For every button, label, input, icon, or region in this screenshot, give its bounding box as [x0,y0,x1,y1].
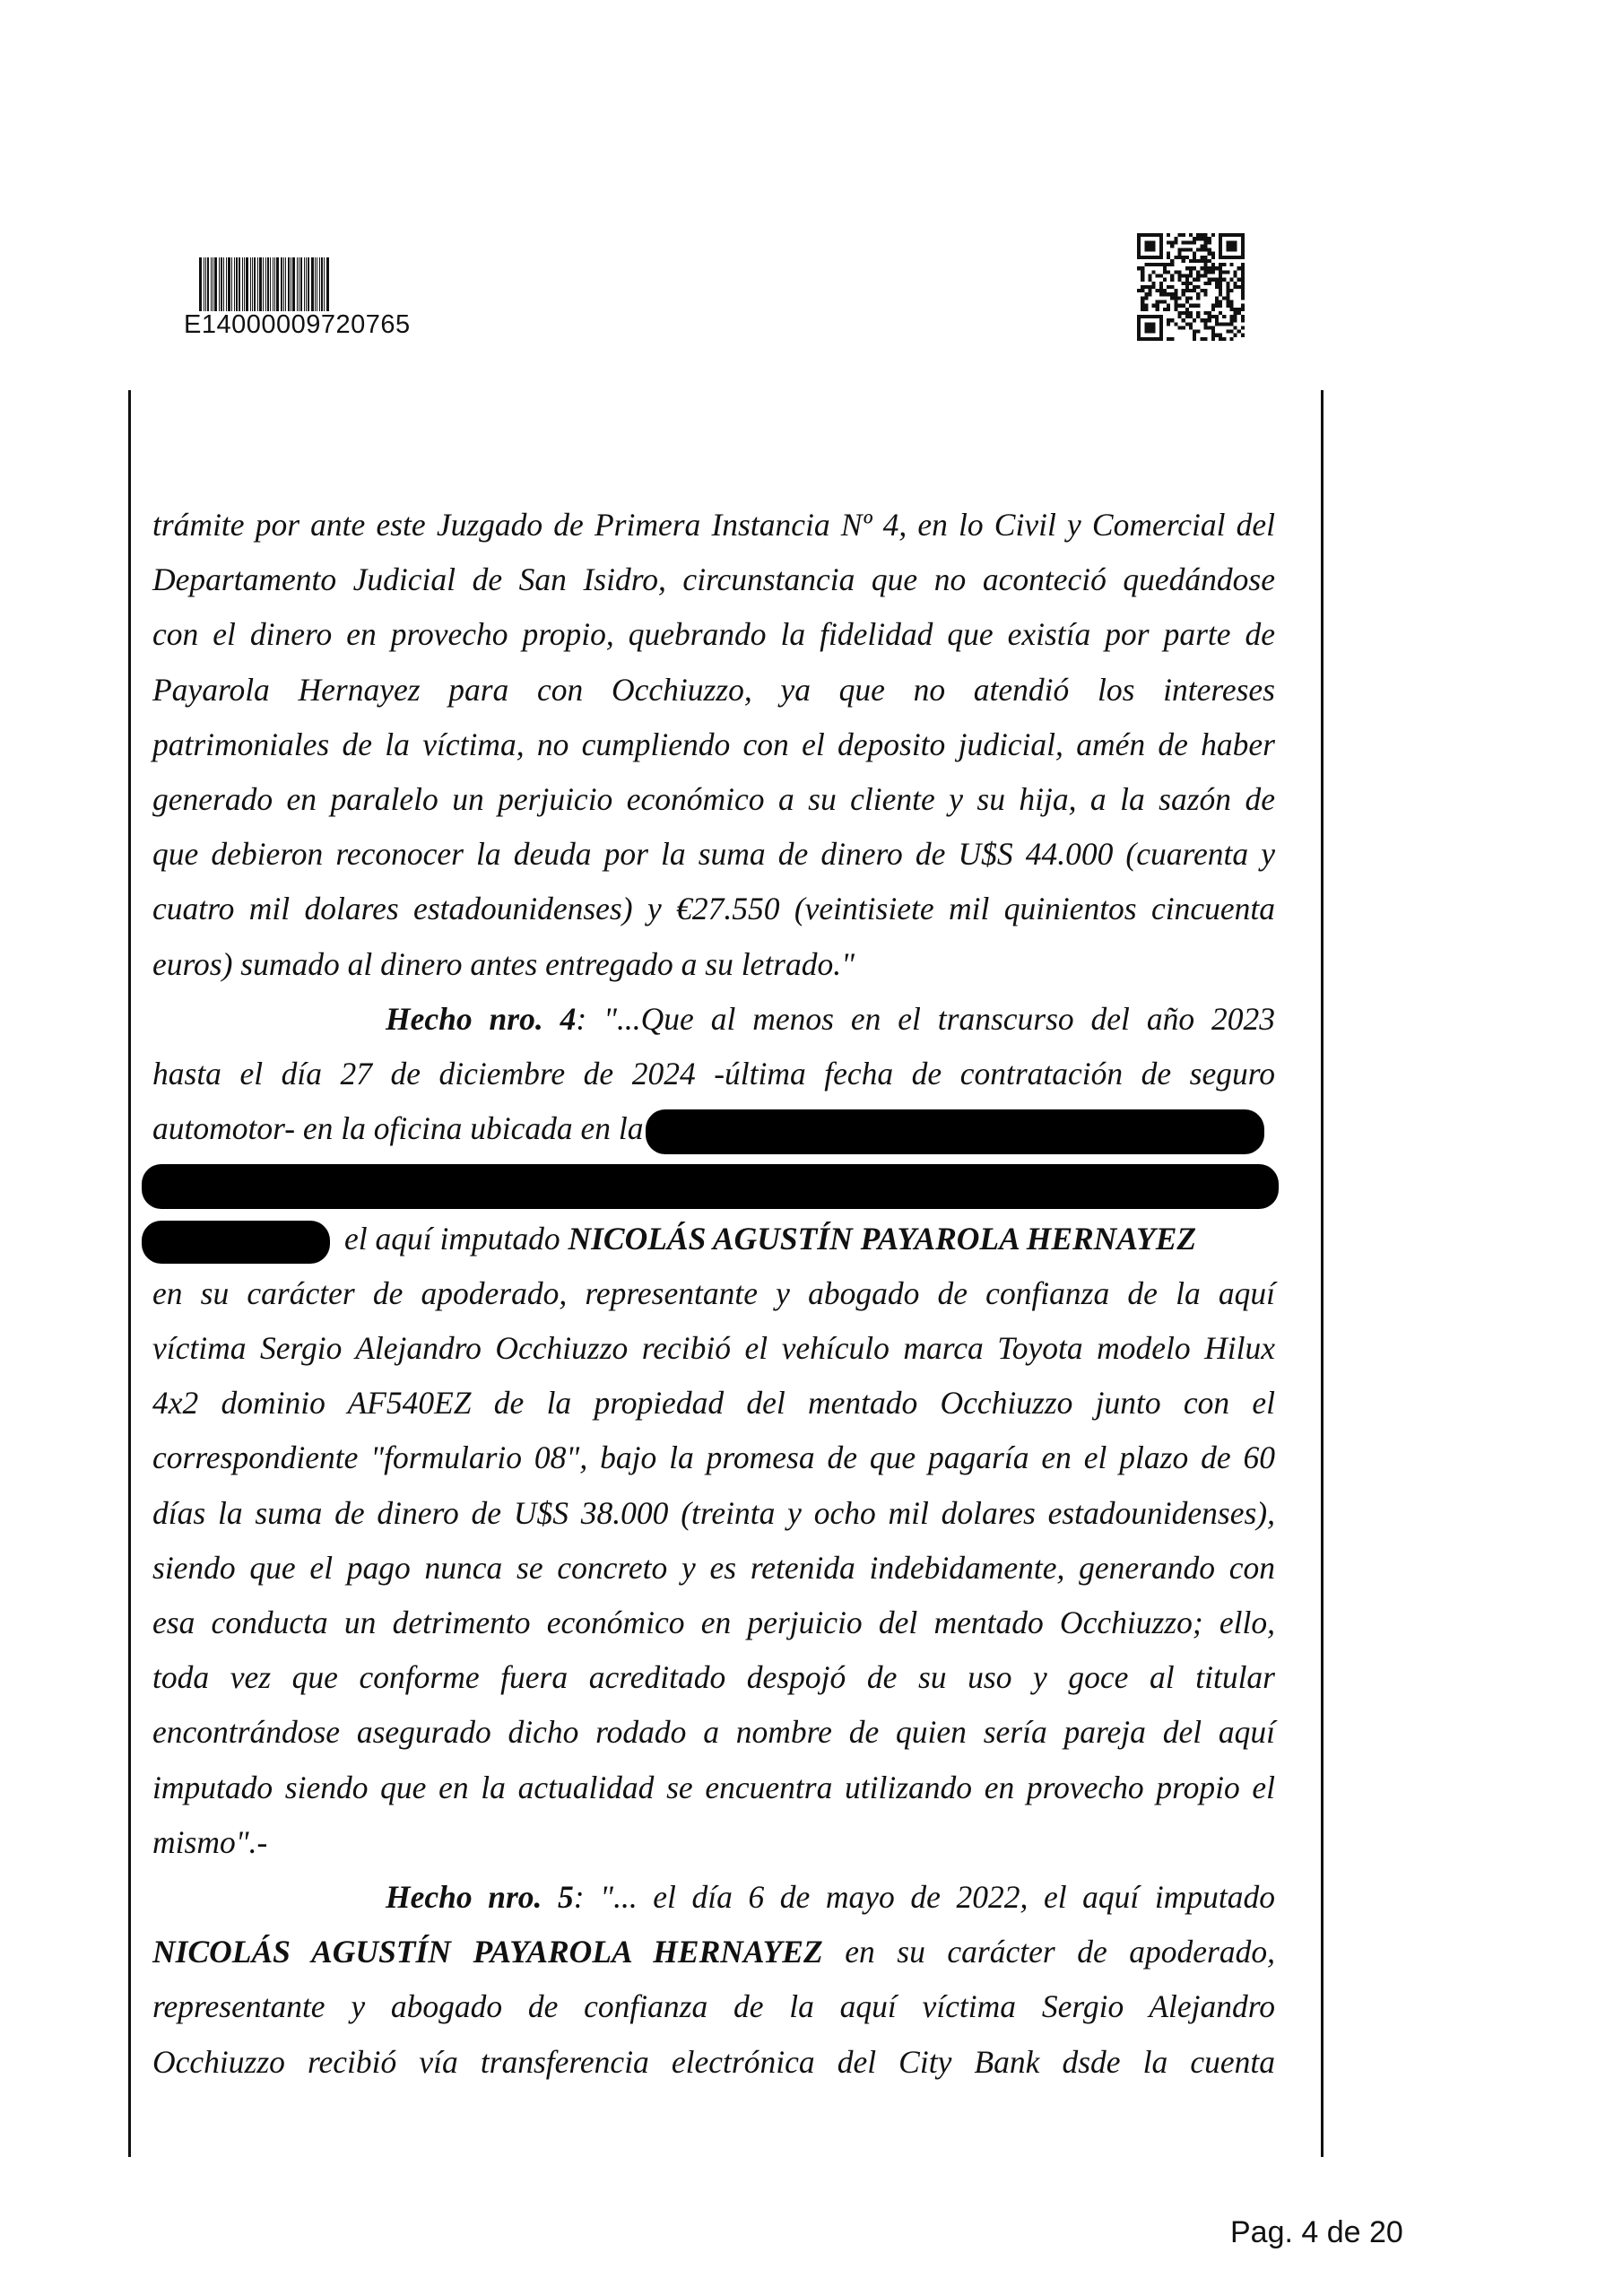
hecho-5-first-line [152,1870,1275,1925]
text-line [152,1101,1275,1156]
text-line: con el dinero en provecho propio, quebrando la fidelidad que existía por parte de [152,616,1275,653]
barcode-icon [199,257,402,311]
text-line: 4x2 dominio AF540EZ de la propiedad del mentado Occhiuzzo junto con el [152,1385,1275,1422]
text-line: toda vez que conforme fuera acreditado despojó de su uso y goce al titular [152,1659,1275,1696]
text-line: encontrándose asegurado dicho rodado a nombre de quien sería pareja del aquí [152,1714,1275,1751]
text-line: mismo".- [152,1823,268,1860]
text-line: Occhiuzzo recibió vía transferencia electrónica del City Bank dsde la cuenta [152,2043,1275,2080]
hecho-5-label: Hecho nro. 5 [386,1879,574,1916]
text-line: correspondiente "formulario 08", bajo la promesa de que pagaría en el plazo de 60 [152,1439,1275,1476]
redaction-block [142,1221,330,1264]
text-fragment: en su carácter de apoderado, [822,1934,1275,1970]
text-line: Departamento Judicial de San Isidro, circunstancia que no aconteció quedándose [152,561,1275,598]
text-line: esa conducta un detrimento económico en perjuicio del mentado Occhiuzzo; ello, [152,1605,1275,1641]
redaction-block [646,1109,1264,1154]
text-line: imputado siendo que en la actualidad se encuentra utilizando en provecho propio el [152,1769,1275,1805]
hecho-4-label: Hecho nro. 4 [386,1000,577,1037]
hecho-4-text: : "...Que al menos en el transcurso del año 2023 [576,1000,1275,1037]
barcode-number: E14000009720765 [184,310,411,339]
hecho-5-text: : "... el día 6 de mayo de 2022, el aquí imputado [573,1879,1275,1916]
right-margin-rule [1321,390,1324,2157]
text-line: cuatro mil dolares estadounidenses) y €27.550 (veintisiete mil quinientos cincuenta [152,891,1275,927]
text-line: víctima Sergio Alejandro Occhiuzzo recibió el vehículo marca Toyota modelo Hilux [152,1330,1275,1367]
defendant-name: NICOLÁS AGUSTÍN PAYAROLA HERNAYEZ [568,1220,1197,1257]
text-line: generado en paralelo un perjuicio económico a su cliente y su hija, a la sazón de [152,781,1275,818]
paragraph-hecho-5 [152,1870,1275,2090]
text-line: trámite por ante este Juzgado de Primera Instancia Nº 4, en lo Civil y Comercial del [152,507,1275,543]
text-line: euros) sumado al dinero antes entregado a su letrado." [152,945,855,982]
text-fragment: el aquí imputado [344,1220,568,1257]
redaction-block [142,1164,1279,1209]
text-line: patrimoniales de la víctima, no cumpliendo con el deposito judicial, amén de haber [152,726,1275,762]
left-margin-rule [128,390,131,2157]
text-line: en su carácter de apoderado, representante y abogado de confianza de la aquí [152,1274,1275,1311]
text-line [152,1212,1275,1266]
text-line: representante y abogado de confianza de la aquí víctima Sergio Alejandro [152,1988,1275,2025]
redacted-line [152,1156,1275,1211]
paragraph-hecho-4 [152,992,1275,1870]
qr-code-icon [1137,233,1245,341]
paragraph-continuation [152,498,1275,992]
document-body [152,498,1275,2090]
text-line: días la suma de dinero de U$S 38.000 (treinta y ocho mil dolares estadounidenses), [152,1494,1275,1531]
text-line: siendo que el pago nunca se concreto y es retenida indebidamente, generando con [152,1549,1275,1586]
hecho-4-first-line [152,992,1275,1047]
text-line: que debieron reconocer la deuda por la suma de dinero de U$S 44.000 (cuarenta y [152,836,1275,873]
text-line: hasta el día 27 de diciembre de 2024 -última fecha de contratación de seguro [152,1056,1275,1092]
defendant-name: NICOLÁS AGUSTÍN PAYAROLA HERNAYEZ [152,1934,823,1970]
text-line [152,1925,1275,1979]
page-number: Pag. 4 de 20 [1230,2215,1403,2249]
text-line: Payarola Hernayez para con Occhiuzzo, ya que no atendió los intereses [152,671,1275,708]
text-fragment: automotor- en la oficina ubicada en la [152,1110,644,1147]
